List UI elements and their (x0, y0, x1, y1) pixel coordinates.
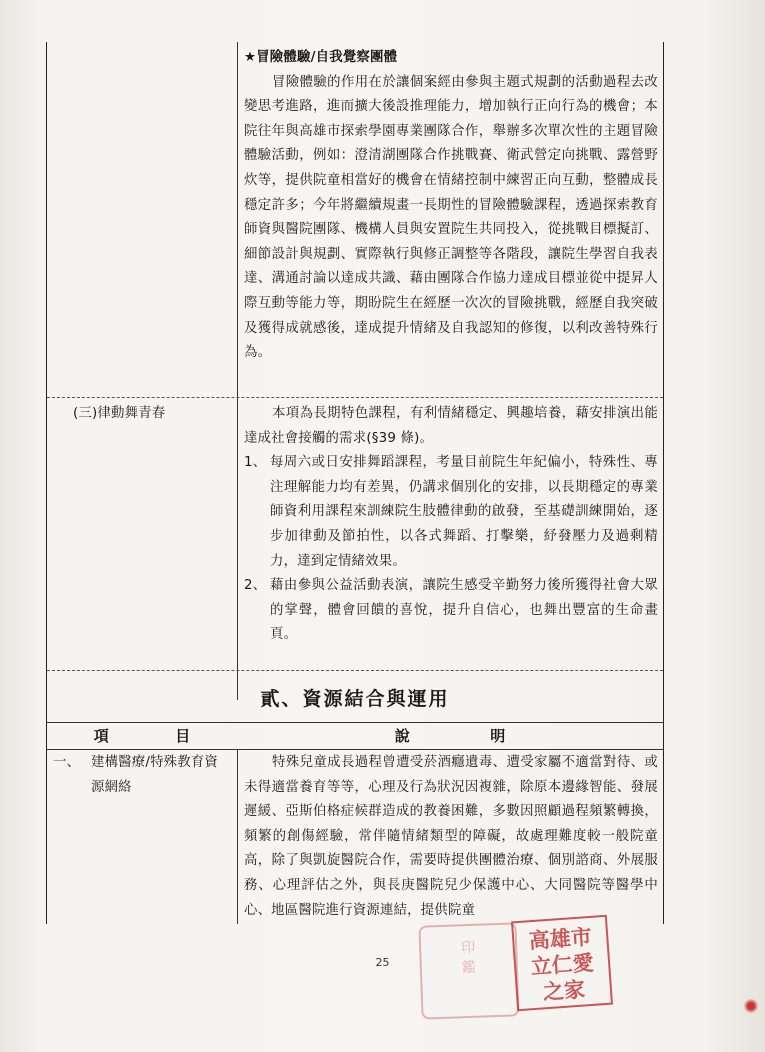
faint-stamp-line1: 印 (460, 939, 476, 957)
adventure-heading: ★冒險體驗/自我覺察團體 (244, 50, 398, 65)
faint-stamp (418, 922, 519, 1019)
column-header-item (47, 725, 237, 746)
medical-label (91, 751, 236, 800)
column-header-item-b: 目 (175, 727, 191, 745)
official-seal-stamp (511, 915, 613, 1011)
column-header-desc-b: 明 (490, 727, 506, 745)
column-divider-bottom (237, 750, 238, 924)
column-header-description (237, 725, 663, 746)
medical-paragraph: 特殊兒童成長過程曾遭受菸酒癮遺毒、遭受家屬不適當對待、或未得適當養育等等，心理及行為狀況因複雜，除原本邊緣智能、發展遲緩、亞斯伯格症候群造成的教養困難，多數因照顧過程頻繁轉換，頻繁的創傷經驗，常伴隨情緒類型的障礙，故處理難度較一般院童高，除了與凱旋醫院合作，需要時提供團體治療、個別諮商、外展服務、心理評估之外，與長庚醫院兒少保護中心、大同醫院等醫學中心、地區醫院進行資源連結，提供院童 (244, 755, 658, 918)
medical-block (244, 751, 658, 923)
adventure-paragraph: 冒險體驗的作用在於讓個案經由參與主題式規劃的活動過程去改變思考進路，進而擴大後設推理能力，增加執行正向行為的機會；本院往年與高雄市探索學園專業團隊合作，舉辦多次單次性的主題冒險體驗活動，例如：澄清湖團隊合作挑戰賽、衛武營定向挑戰、露營野炊等，提供院童相當好的機會在情緒控制中練習正向互動，整體成長穩定許多；今年將繼續規畫一長期性的冒險體驗課程，透過探索教育師資與醫院團隊、機構人員與安置院生共同投入，從挑戰目標擬訂、細節設計與規劃、實際執行與修正調整等各階段，讓院生學習自我表達、溝通討論以達成共識、藉由團隊合作協力達成目標並從中提昇人際互動等能力等，期盼院生在經歷一次次的冒險挑戰，經歷自我突破及獲得成就感後，達成提升情緒及自我認知的修復，以利改善特殊行為。 (244, 74, 658, 361)
seal-line-2: 立仁愛 (529, 949, 595, 980)
adventure-block (244, 46, 658, 366)
page-number: 25 (375, 956, 390, 969)
faint-stamp-line2: 鑑 (461, 959, 477, 977)
section-title: 貳、資源結合與運用 (260, 688, 450, 710)
column-header-item-a: 項 (93, 727, 109, 745)
seal-line-1: 高雄市 (527, 923, 593, 954)
dance-item-2-text: 藉由參與公益活動表演，讓院生感受辛勤努力後所獲得社會大眾的掌聲，體會回饋的喜悅，提升自信心，也舞出豐富的生命畫頁。 (270, 578, 658, 643)
medical-label-line2: 源網絡 (91, 779, 132, 795)
dance-item-1 (244, 451, 658, 574)
row-divider (47, 670, 663, 671)
column-header-desc-a: 說 (394, 727, 410, 745)
dance-item-1-number: 1、 (244, 455, 267, 471)
medical-number: 一、 (53, 755, 81, 770)
row-divider (47, 749, 663, 750)
dance-item-2-number: 2、 (244, 578, 267, 594)
dance-intro: 本項為長期特色課程，有利情緒穩定、興趣培養，藉安排演出能達成社會接觸的需求(§39 條)。 (244, 406, 658, 446)
dance-item-2 (244, 574, 658, 648)
column-divider-top (237, 42, 238, 700)
medical-label-line1: 建構醫療/特殊教育資 (91, 755, 219, 770)
seal-line-3: 之家 (542, 976, 586, 1005)
document-table (46, 42, 664, 924)
row-divider (47, 722, 663, 723)
ink-smudge-icon (744, 998, 758, 1014)
row-divider (47, 397, 663, 398)
dance-item-1-text: 每周六或日安排舞蹈課程，考量目前院生年紀偏小，特殊性、專注理解能力均有差異，仍講求個別化的安排，以長期穩定的專業師資利用課程來訓練院生肢體律動的啟發，至基礎訓練開始，逐步加律動及節拍性，以各式舞蹈、打擊樂，紓發壓力及過剩精力，達到定情緒效果。 (270, 455, 658, 569)
dance-label: (三)律動舞青春 (73, 406, 166, 421)
dance-block (244, 402, 658, 648)
